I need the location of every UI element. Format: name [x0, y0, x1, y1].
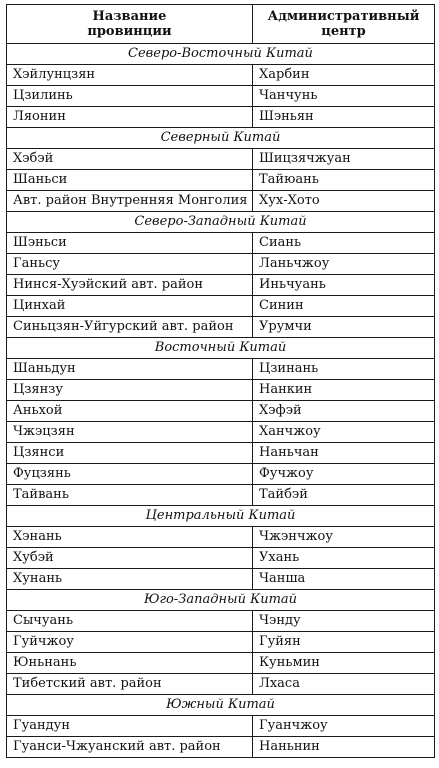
table-row — [7, 611, 435, 632]
table-row — [7, 464, 435, 485]
province-cell: Цинхай — [7, 296, 253, 317]
region-name: Северо-Западный Китай — [7, 212, 435, 233]
center-cell: Тайбэй — [253, 485, 435, 506]
province-cell: Шаньси — [7, 170, 253, 191]
region-row — [7, 338, 435, 359]
table-row — [7, 380, 435, 401]
province-cell: Цзянзу — [7, 380, 253, 401]
center-cell: Гуйян — [253, 632, 435, 653]
center-cell: Харбин — [253, 65, 435, 86]
header-center-line2: центр — [321, 24, 366, 39]
header-row — [7, 5, 435, 44]
table-row — [7, 65, 435, 86]
province-cell: Синьцзян-Уйгурский авт. район — [7, 317, 253, 338]
table-row — [7, 716, 435, 737]
header-center-line1: Административный — [267, 9, 420, 24]
center-cell: Тайюань — [253, 170, 435, 191]
center-cell: Ханчжоу — [253, 422, 435, 443]
province-cell: Авт. район Внутренняя Монголия — [7, 191, 253, 212]
region-name: Южный Китай — [7, 695, 435, 716]
center-cell: Чжэнчжоу — [253, 527, 435, 548]
center-cell: Шэньян — [253, 107, 435, 128]
province-cell: Гуанси-Чжуанский авт. район — [7, 737, 253, 758]
table-row — [7, 443, 435, 464]
center-cell: Чанчунь — [253, 86, 435, 107]
region-row — [7, 506, 435, 527]
header-province-line1: Название — [92, 9, 167, 24]
province-cell: Цзилинь — [7, 86, 253, 107]
table-header — [7, 5, 435, 44]
province-cell: Нинся-Хуэйский авт. район — [7, 275, 253, 296]
region-row — [7, 590, 435, 611]
center-cell: Ланьчжоу — [253, 254, 435, 275]
province-cell: Хубэй — [7, 548, 253, 569]
region-name: Северо-Восточный Китай — [7, 44, 435, 65]
province-cell: Цзянси — [7, 443, 253, 464]
header-admin-center — [253, 5, 435, 44]
province-cell: Аньхой — [7, 401, 253, 422]
table-row — [7, 86, 435, 107]
center-cell: Лхаса — [253, 674, 435, 695]
center-cell: Урумчи — [253, 317, 435, 338]
table-row — [7, 653, 435, 674]
center-cell: Ухань — [253, 548, 435, 569]
region-row — [7, 695, 435, 716]
region-name: Центральный Китай — [7, 506, 435, 527]
center-cell: Фучжоу — [253, 464, 435, 485]
center-cell: Хэфэй — [253, 401, 435, 422]
center-cell: Чэнду — [253, 611, 435, 632]
table-row — [7, 359, 435, 380]
province-cell: Чжэцзян — [7, 422, 253, 443]
table-row — [7, 674, 435, 695]
center-cell: Сиань — [253, 233, 435, 254]
province-cell: Тибетский авт. район — [7, 674, 253, 695]
province-cell: Фуцзянь — [7, 464, 253, 485]
table-row — [7, 107, 435, 128]
table-row — [7, 422, 435, 443]
table-body — [7, 44, 435, 758]
region-row — [7, 212, 435, 233]
center-cell: Иньчуань — [253, 275, 435, 296]
center-cell: Хух-Хото — [253, 191, 435, 212]
table-row — [7, 569, 435, 590]
center-cell: Гуанчжоу — [253, 716, 435, 737]
provinces-table — [6, 4, 435, 758]
province-cell: Гуандун — [7, 716, 253, 737]
province-cell: Юньнань — [7, 653, 253, 674]
region-row — [7, 128, 435, 149]
province-cell: Хэбэй — [7, 149, 253, 170]
province-cell: Шаньдун — [7, 359, 253, 380]
province-cell: Хэнань — [7, 527, 253, 548]
center-cell: Куньмин — [253, 653, 435, 674]
table-row — [7, 548, 435, 569]
province-cell: Сычуань — [7, 611, 253, 632]
table-row — [7, 485, 435, 506]
table-row — [7, 527, 435, 548]
province-cell: Шэньси — [7, 233, 253, 254]
header-province-name — [7, 5, 253, 44]
region-name: Юго-Западный Китай — [7, 590, 435, 611]
center-cell: Шицзячжуан — [253, 149, 435, 170]
province-cell: Ляонин — [7, 107, 253, 128]
table-row — [7, 191, 435, 212]
region-name: Восточный Китай — [7, 338, 435, 359]
table-row — [7, 254, 435, 275]
center-cell: Синин — [253, 296, 435, 317]
table-row — [7, 296, 435, 317]
center-cell: Чанша — [253, 569, 435, 590]
table-row — [7, 275, 435, 296]
province-cell: Гуйчжоу — [7, 632, 253, 653]
center-cell: Нанкин — [253, 380, 435, 401]
table-row — [7, 317, 435, 338]
table-row — [7, 632, 435, 653]
province-cell: Тайвань — [7, 485, 253, 506]
table-row — [7, 401, 435, 422]
table-row — [7, 233, 435, 254]
region-row — [7, 44, 435, 65]
center-cell: Наньчан — [253, 443, 435, 464]
center-cell: Наньнин — [253, 737, 435, 758]
province-cell: Хэйлунцзян — [7, 65, 253, 86]
table-row — [7, 737, 435, 758]
header-province-line2: провинции — [87, 24, 172, 39]
province-cell: Ганьсу — [7, 254, 253, 275]
province-cell: Хунань — [7, 569, 253, 590]
table-row — [7, 170, 435, 191]
center-cell: Цзинань — [253, 359, 435, 380]
table-row — [7, 149, 435, 170]
region-name: Северный Китай — [7, 128, 435, 149]
